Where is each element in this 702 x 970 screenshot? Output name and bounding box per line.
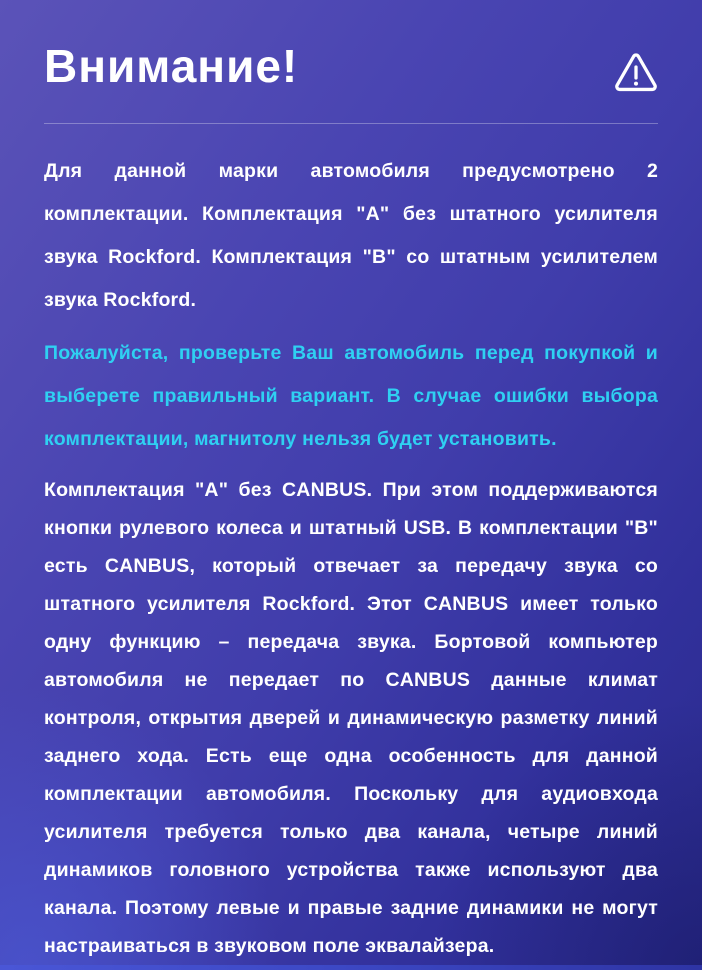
divider: [44, 123, 658, 124]
paragraph-configurations: Для данной марки автомобиля предусмотрено 2 комплектации. Комплектация "А" без штатного усилителя звука Rockford. Комплектация "В" со штатным усилителем звука Rockford.: [44, 159, 658, 311]
next-image-edge: [0, 965, 702, 970]
paragraph-purchase-warning: Пожалуйста, проверьте Ваш автомобиль перед покупкой и выберете правильный вариант. В случае ошибки выбора комплектации, магнитолу нельзя будет установить.: [44, 341, 658, 450]
paragraph-canbus-details: Комплектация "А" без CANBUS. При этом поддерживаются кнопки рулевого колеса и штатный USB. В комплектации "В" есть CANBUS, который отвечает за передачу звука со штатного усилителя Rockford. Этот CANBUS имеет только одну функцию – передача звука. Бортовой компьютер автомобиля не передает по CANBUS данные климат контроля, открытия дверей и динамическую разметку линий заднего хода. Есть еще одна особенность для данной комплектации автомобиля. Поскольку для аудиовхода усилителя требуется только два канала, четыре линий динамиков головного устройства также используют два канала. Поэтому левые и правые задние динамики не могут настраиваться в звуковом поле эквалайзера.: [44, 478, 658, 957]
page-title: Внимание!: [44, 40, 299, 92]
header: [0, 0, 702, 93]
warning-triangle-icon: [614, 52, 658, 94]
